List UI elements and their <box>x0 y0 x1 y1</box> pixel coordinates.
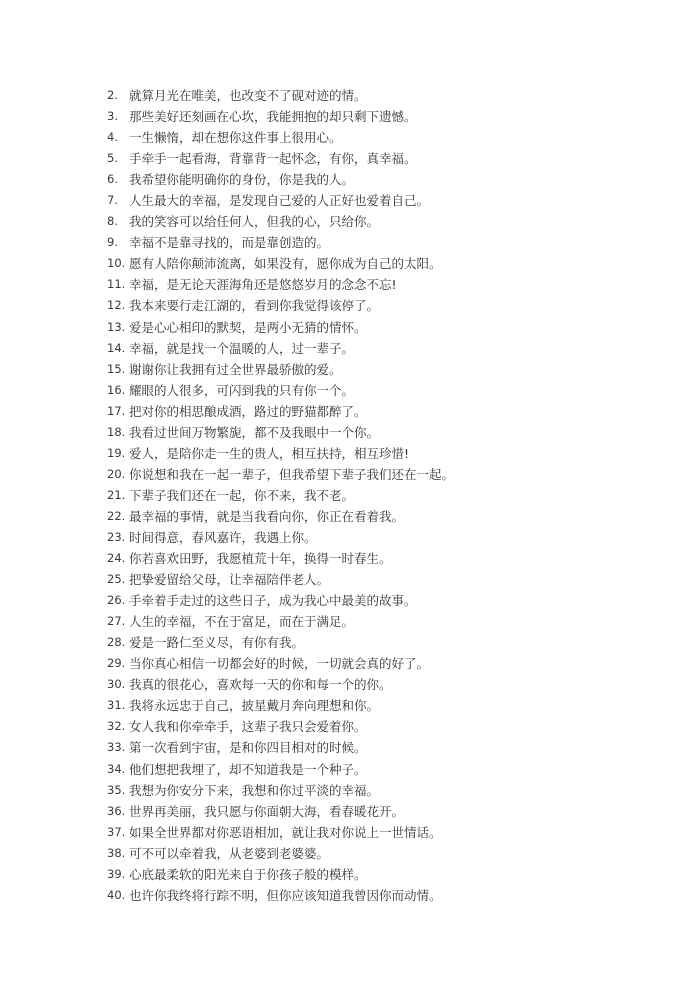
item-number: 20. <box>107 466 126 481</box>
list-item <box>107 106 454 127</box>
item-number: 22. <box>107 508 126 523</box>
item-number: 39. <box>107 866 126 881</box>
list-item <box>107 527 454 548</box>
item-text: 幸福，是无论天涯海角还是悠悠岁月的念念不忘! <box>129 277 397 293</box>
item-number: 25. <box>107 572 126 587</box>
item-number: 15. <box>107 361 126 376</box>
item-text: 可不可以牵着我，从老婆到老婆婆。 <box>129 845 330 861</box>
list-item <box>107 169 454 190</box>
item-text: 我真的很花心，喜欢每一天的你和每一个的你。 <box>129 677 392 693</box>
item-text: 世界再美丽，我只愿与你面朝大海，看春暖花开。 <box>129 803 405 819</box>
list-item <box>107 359 454 380</box>
item-number: 34. <box>107 761 126 776</box>
list-item <box>107 401 454 422</box>
list-item <box>107 548 454 569</box>
list-item <box>107 380 454 401</box>
item-text: 如果全世界都对你恶语相加，就让我对你说上一世情话。 <box>129 824 442 840</box>
list-item <box>107 822 454 843</box>
item-text: 幸福，就是找一个温暖的人，过一辈子。 <box>129 340 355 356</box>
item-number: 6. <box>107 172 118 187</box>
item-number: 31. <box>107 698 126 713</box>
item-number: 3. <box>107 109 118 124</box>
list-item <box>107 716 454 737</box>
item-number: 29. <box>107 656 126 671</box>
list-item <box>107 843 454 864</box>
item-number: 19. <box>107 445 126 460</box>
item-text: 心底最柔软的阳光来自于你孩子般的模样。 <box>129 866 367 882</box>
list-item <box>107 127 454 148</box>
item-text: 爱人，是陪你走一生的贵人，相互扶持，相互珍惜! <box>129 445 410 461</box>
item-number: 14. <box>107 340 126 355</box>
list-item <box>107 653 454 674</box>
item-number: 35. <box>107 782 126 797</box>
item-text: 女人我和你牵牵手，这辈子我只会爱着你。 <box>129 719 367 735</box>
item-number: 13. <box>107 319 126 334</box>
item-text: 我本来要行走江湖的，看到你我觉得该停了。 <box>129 298 380 314</box>
list-item <box>107 211 454 232</box>
item-number: 7. <box>107 193 118 208</box>
list-item <box>107 317 454 338</box>
item-text: 第一次看到宇宙，是和你四目相对的时候。 <box>129 740 367 756</box>
item-text: 他们想把我埋了，却不知道我是一个种子。 <box>129 761 367 777</box>
list-item <box>107 569 454 590</box>
item-text: 手牵着手走过的这些日子，成为我心中最美的故事。 <box>129 593 417 609</box>
list-item <box>107 422 454 443</box>
item-number: 12. <box>107 298 126 313</box>
item-number: 17. <box>107 403 126 418</box>
list-item <box>107 864 454 885</box>
item-number: 2. <box>107 88 118 102</box>
item-text: 把对你的相思酿成酒，路过的野猫都醉了。 <box>129 403 367 419</box>
item-number: 8. <box>107 214 118 229</box>
list-item <box>107 338 454 359</box>
item-text: 爱是心心相印的默契，是两小无猜的情怀。 <box>129 319 367 335</box>
item-text: 幸福不是靠寻找的，而是靠创造的。 <box>129 235 330 251</box>
item-number: 28. <box>107 635 126 650</box>
item-text: 愿有人陪你颠沛流离，如果没有，愿你成为自己的太阳。 <box>129 256 442 272</box>
item-number: 37. <box>107 824 126 839</box>
item-number: 36. <box>107 803 126 818</box>
list-item <box>107 780 454 801</box>
list-item <box>107 190 454 211</box>
item-text: 一生懒惰，却在想你这件事上很用心。 <box>129 130 342 146</box>
item-text: 我看过世间万物繁旎，都不及我眼中一个你。 <box>129 424 380 440</box>
item-text: 也许你我终将行踪不明，但你应该知道我曾因你而动情。 <box>129 887 442 903</box>
item-text: 耀眼的人很多，可闪到我的只有你一个。 <box>129 382 355 398</box>
list-item <box>107 464 454 485</box>
item-text: 我希望你能明确你的身份，你是我的人。 <box>129 172 355 188</box>
list-item <box>107 274 454 295</box>
list-item <box>107 885 454 906</box>
item-number: 27. <box>107 614 126 629</box>
list-item <box>107 759 454 780</box>
item-number: 10. <box>107 256 126 271</box>
item-text: 你若喜欢田野，我愿植荒十年，换得一时春生。 <box>129 551 392 567</box>
item-text: 最幸福的事情，就是当我看向你，你正在看着我。 <box>129 508 405 524</box>
list-item <box>107 295 454 316</box>
item-number: 24. <box>107 551 126 566</box>
item-number: 11. <box>107 277 126 292</box>
item-text: 人生的幸福，不在于富足，而在于满足。 <box>129 614 355 630</box>
item-text: 你说想和我在一起一辈子，但我希望下辈子我们还在一起。 <box>129 466 455 482</box>
item-text: 时间得意，春风嘉许，我遇上你。 <box>129 529 317 545</box>
item-number: 38. <box>107 845 126 860</box>
item-number: 23. <box>107 529 126 544</box>
item-text: 人生最大的幸福，是发现自己爱的人正好也爱着自己。 <box>129 193 430 209</box>
item-number: 4. <box>107 130 118 145</box>
item-number: 40. <box>107 887 126 902</box>
item-text: 爱是一路仁至义尽，有你有我。 <box>129 635 305 651</box>
list-item <box>107 674 454 695</box>
list-item <box>107 590 454 611</box>
item-text: 我的笑容可以给任何人，但我的心，只给你。 <box>129 214 380 230</box>
item-text: 我将永远忠于自己，披星戴月奔向理想和你。 <box>129 698 380 714</box>
list-item <box>107 611 454 632</box>
item-number: 18. <box>107 424 126 439</box>
item-text: 下辈子我们还在一起，你不来，我不老。 <box>129 487 355 503</box>
item-number: 33. <box>107 740 126 755</box>
list-item <box>107 801 454 822</box>
list-item <box>107 253 454 274</box>
list-item <box>107 148 454 169</box>
list-item <box>107 695 454 716</box>
list-item <box>107 85 454 106</box>
item-number: 26. <box>107 593 126 608</box>
list-item <box>107 485 454 506</box>
item-text: 手牵手一起看海，背靠背一起怀念，有你，真幸福。 <box>129 151 417 167</box>
item-number: 21. <box>107 487 126 502</box>
list-item <box>107 443 454 464</box>
list-item <box>107 506 454 527</box>
item-text: 就算月光在唯美，也改变不了砚对迹的情。 <box>129 88 367 103</box>
item-text: 谢谢你让我拥有过全世界最骄傲的爱。 <box>129 361 342 377</box>
list-item <box>107 737 454 758</box>
item-text: 把挚爱留给父母，让幸福陪伴老人。 <box>129 572 330 588</box>
item-text: 当你真心相信一切都会好的时候，一切就会真的好了。 <box>129 656 430 672</box>
quote-list <box>107 85 454 906</box>
item-number: 5. <box>107 151 118 166</box>
item-number: 16. <box>107 382 126 397</box>
list-item <box>107 632 454 653</box>
item-text: 我想为你安分下来，我想和你过平淡的幸福。 <box>129 782 380 798</box>
item-number: 9. <box>107 235 118 250</box>
item-number: 30. <box>107 677 126 692</box>
list-item <box>107 232 454 253</box>
item-number: 32. <box>107 719 126 734</box>
item-text: 那些美好还刻画在心坎，我能拥抱的却只剩下遗憾。 <box>129 109 417 125</box>
